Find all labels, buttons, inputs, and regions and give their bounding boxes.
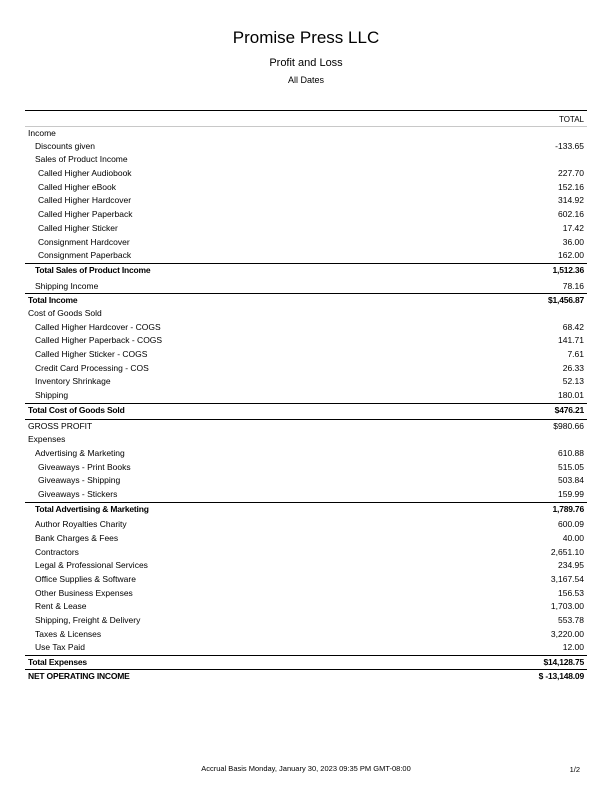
table-row: [25, 628, 587, 642]
table-row: [25, 208, 587, 222]
table-row: [25, 389, 587, 403]
row-label: Total Advertising & Marketing: [35, 503, 149, 514]
table-row: [25, 167, 587, 181]
row-label: Consignment Paperback: [38, 250, 132, 261]
row-value: 553.78: [558, 615, 584, 626]
table-row: [25, 447, 587, 461]
row-label: Inventory Shrinkage: [35, 376, 111, 387]
table-body: [25, 126, 587, 683]
row-value: 234.95: [558, 560, 584, 571]
row-value: 1,512.36: [552, 264, 584, 275]
row-value: 68.42: [562, 321, 584, 332]
table-row: [25, 249, 587, 263]
row-value: 141.71: [558, 335, 584, 346]
column-header-total: TOTAL: [558, 115, 584, 124]
row-label: Total Sales of Product Income: [35, 264, 151, 275]
row-label: Other Business Expenses: [35, 587, 133, 598]
table-row: [25, 641, 587, 655]
row-label: Shipping, Freight & Delivery: [35, 615, 141, 626]
table-row: [25, 546, 587, 560]
row-label: Called Higher Paperback: [38, 209, 133, 220]
row-value: 600.09: [558, 519, 584, 530]
row-label: Giveaways - Shipping: [38, 475, 121, 486]
row-label: GROSS PROFIT: [28, 421, 93, 432]
table-row: [25, 559, 587, 573]
row-label: Giveaways - Print Books: [38, 461, 131, 472]
row-label: Credit Card Processing - COS: [35, 362, 149, 373]
table-row: [25, 614, 587, 628]
table-row: [25, 194, 587, 208]
row-label: Cost of Goods Sold: [28, 307, 102, 318]
row-label: Total Expenses: [28, 657, 87, 668]
row-label: Called Higher Paperback - COGS: [35, 335, 163, 346]
table-row: [25, 532, 587, 546]
table-row: [25, 600, 587, 614]
row-label: Consignment Hardcover: [38, 236, 130, 247]
row-value: 602.16: [558, 209, 584, 220]
row-value: $980.66: [553, 421, 584, 432]
row-value: $476.21: [554, 404, 584, 415]
row-label: Total Income: [28, 295, 78, 306]
page-number: 1/2: [569, 765, 580, 774]
table-row: [25, 181, 587, 195]
table-row: [25, 518, 587, 532]
table-row: [25, 236, 587, 250]
report-title: Profit and Loss: [269, 57, 343, 69]
row-label: Income: [28, 128, 56, 138]
table-row: [25, 461, 587, 475]
table-row: [25, 222, 587, 236]
row-value: 503.84: [558, 475, 584, 486]
row-value: -133.65: [555, 140, 584, 151]
row-label: Office Supplies & Software: [35, 574, 136, 584]
row-value: 314.92: [558, 195, 584, 206]
row-value: $ -13,148.09: [538, 670, 584, 681]
total-row: [25, 403, 587, 417]
profit-loss-table: [25, 110, 587, 683]
row-label: Legal & Professional Services: [35, 560, 148, 571]
row-value: 3,220.00: [550, 628, 584, 639]
row-label: Shipping: [35, 390, 69, 401]
total-row: [25, 293, 587, 307]
table-row: [25, 488, 587, 502]
row-value: 515.05: [558, 461, 584, 472]
row-value: 1,703.00: [550, 601, 584, 612]
row-value: 7.61: [567, 349, 584, 359]
table-row: [25, 375, 587, 389]
row-label: Called Higher Hardcover - COGS: [35, 321, 161, 332]
table-row: [25, 280, 587, 294]
table-row: [25, 334, 587, 348]
table-row: [25, 362, 587, 376]
row-value: 2,651.10: [550, 546, 584, 557]
table-row: [25, 153, 587, 167]
table-row: [25, 126, 587, 140]
row-value: 36.00: [562, 236, 584, 247]
row-label: Called Higher Sticker: [38, 222, 118, 233]
row-label: Called Higher Hardcover: [38, 195, 132, 206]
row-value: 162.00: [558, 250, 584, 261]
table-row: [25, 587, 587, 601]
report-period: All Dates: [287, 75, 324, 85]
row-value: $1,456.87: [547, 295, 584, 306]
row-value: 52.13: [562, 376, 584, 387]
table-row: [25, 433, 587, 447]
row-value: 152.16: [558, 181, 584, 192]
table-row: [25, 474, 587, 488]
row-value: $14,128.75: [543, 657, 584, 668]
row-label: Called Higher Audiobook: [38, 168, 132, 179]
row-label: Called Higher Sticker - COGS: [35, 349, 148, 359]
row-value: 227.70: [558, 168, 584, 179]
row-label: Bank Charges & Fees: [35, 532, 119, 543]
row-value: 3,167.54: [550, 574, 584, 584]
row-label: Author Royalties Charity: [35, 519, 127, 530]
row-label: Expenses: [28, 434, 66, 445]
row-value: 1,789.76: [552, 503, 584, 514]
row-label: Giveaways - Stickers: [38, 488, 118, 499]
total-row: [25, 263, 587, 277]
total-row: [25, 502, 587, 516]
row-label: Use Tax Paid: [35, 642, 85, 653]
row-label: Taxes & Licenses: [35, 628, 102, 639]
row-value: 610.88: [558, 447, 584, 458]
row-value: 17.42: [562, 222, 584, 233]
row-value: 156.53: [558, 587, 584, 598]
total-row: [25, 655, 587, 669]
footer-basis-timestamp: Accrual Basis Monday, January 30, 2023 09:35 PM GMT-08:00: [201, 764, 411, 773]
table-row: [25, 419, 587, 433]
row-value: 40.00: [562, 532, 584, 543]
row-label: NET OPERATING INCOME: [28, 670, 130, 681]
row-value: 26.33: [562, 362, 584, 373]
row-label: Advertising & Marketing: [35, 447, 125, 458]
table-row: [25, 321, 587, 335]
table-row: [25, 307, 587, 321]
table-row: [25, 573, 587, 587]
row-label: Contractors: [35, 546, 79, 557]
row-label: Discounts given: [35, 140, 96, 151]
table-row: [25, 348, 587, 362]
row-value: 12.00: [562, 642, 584, 653]
row-value: 159.99: [558, 488, 584, 499]
row-value: 180.01: [558, 390, 584, 401]
row-label: Rent & Lease: [35, 601, 87, 612]
total-row: [25, 669, 587, 683]
company-name: Promise Press LLC: [232, 28, 380, 47]
table-row: [25, 140, 587, 154]
row-label: Called Higher eBook: [38, 181, 116, 192]
row-label: Shipping Income: [35, 280, 99, 291]
row-label: Total Cost of Goods Sold: [28, 404, 125, 415]
row-value: 78.16: [562, 280, 584, 291]
row-label: Sales of Product Income: [35, 154, 128, 165]
